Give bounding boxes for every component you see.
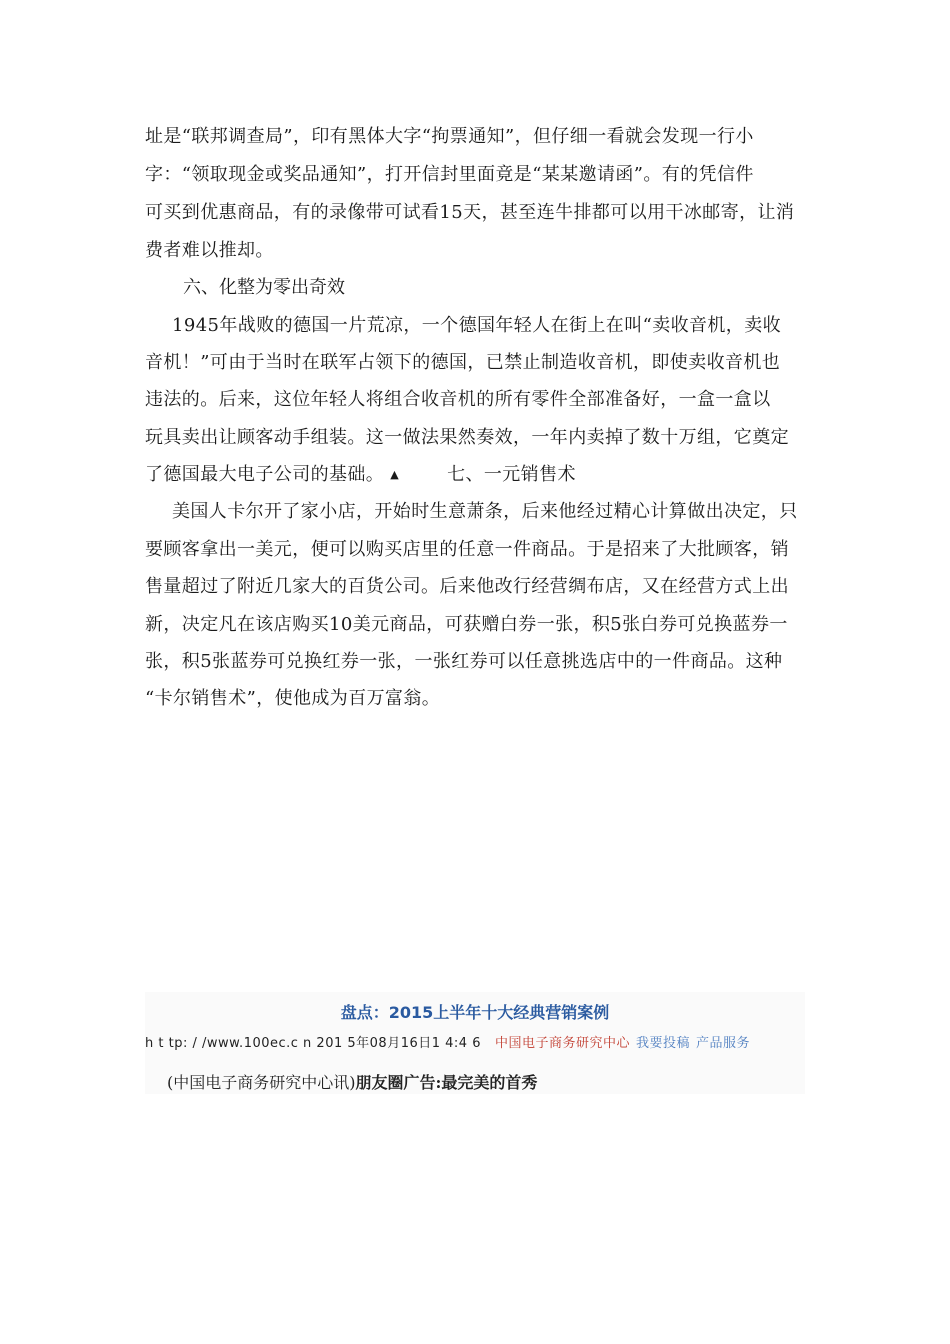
paragraph-line: 要顾客拿出一美元，便可以购买店里的任意一件商品。于是招来了大批顾客，销 [145,539,789,560]
service-link[interactable]: 产品服务 [696,1036,751,1051]
paragraph-line: 1945年战败的德国一片荒凉，一个德国年轻人在街上在叫“卖收音机，卖收 [172,315,782,336]
triangle-icon: ▲ [390,468,400,481]
article-info-box [145,992,805,1094]
article-lead-prefix: (中国电子商务研究中心讯) [167,1073,356,1092]
article-meta [145,1032,750,1051]
paragraph-line: 美国人卡尔开了家小店，开始时生意萧条，后来他经过精心计算做出决定，只 [172,501,798,522]
source-link[interactable]: 中国电子商务研究中心 [494,1036,630,1051]
section-heading-6: 六、化整为零出奇效 [183,277,345,298]
paragraph-line: 可买到优惠商品，有的录像带可试看15天，甚至连牛排都可以用干冰邮寄，让消 [145,202,795,223]
submit-link[interactable]: 我要投稿 [635,1036,690,1051]
paragraph-line: 玩具卖出让顾客动手组装。这一做法果然奏效，一年内卖掉了数十万组，它奠定 [145,427,789,448]
paragraph-line-with-heading [145,463,576,487]
paragraph-line: 违法的。后来，这位年轻人将组合收音机的所有零件全部准备好，一盒一盒以 [145,389,771,410]
article-lead [167,1070,537,1093]
article-lead-bold: 朋友圈广告:最完美的首秀 [355,1073,538,1092]
paragraph-line: 售量超过了附近几家大的百货公司。后来他改行经营绸布店，又在经营方式上出 [145,576,789,597]
paragraph-line: 字：“领取现金或奖品通知”，打开信封里面竟是“某某邀请函”。有的凭信件 [145,164,754,185]
section-heading-7: 七、一元销售术 [447,464,576,485]
paragraph-line: 了德国最大电子公司的基础。 [145,464,385,485]
paragraph-line: 新，决定凡在该店购买10美元商品，可获赠白券一张，积5张白券可兑换蓝券一 [145,614,788,635]
paragraph-line: 址是“联邦调查局”，印有黑体大字“拘票通知”，但仔细一看就会发现一行小 [145,126,754,147]
article-title: 盘点：2015上半年十大经典营销案例 [340,1003,610,1022]
paragraph-line: “卡尔销售术”，使他成为百万富翁。 [145,688,441,709]
paragraph-line: 费者难以推却。 [145,240,274,261]
paragraph-line: 音机！”可由于当时在联军占领下的德国，已禁止制造收音机，即使卖收音机也 [145,352,781,373]
article-url-date: h t tp: / /www.100ec.c n 201 5年08月16日1 4:4 6 [145,1036,481,1051]
paragraph-line: 张，积5张蓝券可兑换红券一张，一张红券可以任意挑选店中的一件商品。这种 [145,651,783,672]
